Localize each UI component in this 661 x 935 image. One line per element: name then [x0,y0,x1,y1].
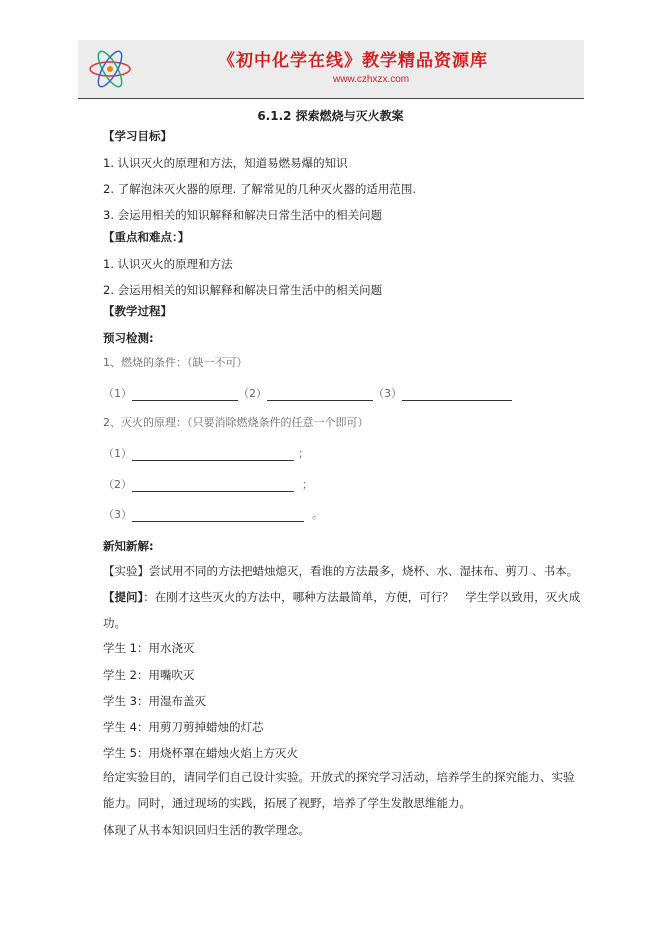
blank-end-mark: 。 [312,508,323,521]
question-1: 1、燃烧的条件：（缺一不可） [103,356,248,369]
answer-blank[interactable] [132,511,304,522]
goal-item: 2. 了解泡沫灭火器的原理. 了解常见的几种灭火器的适用范围. [103,182,417,196]
blank-label: （1） [103,387,132,400]
goal-item: 3. 会运用相关的知识解释和解决日常生活中的相关问题 [103,208,383,222]
summary-paragraph: 给定实验目的，请同学们自己设计实验。开放式的探究学习活动，培养学生的探究能力、实验能力。同时，通过现场的实践，拓展了视野，培养了学生发散思维能力。 [103,770,575,810]
question-tag: 【提问】 [103,590,144,604]
preview-heading: 预习检测: [103,331,154,345]
answer-row [103,445,309,461]
goals-heading: 【学习目标】 [103,129,172,143]
answer-blank[interactable] [267,390,373,401]
blank-label: （2） [103,478,132,491]
page-header [78,40,584,98]
student-answer: 学生 2：用嘴吹灭 [103,668,195,682]
student-answer: 学生 1：用水浇灭 [103,641,195,655]
answer-row [103,476,313,492]
process-heading: 【教学过程】 [103,304,172,318]
blank-end-mark: ； [302,478,313,491]
key-point-item: 1. 认识灭火的原理和方法 [103,257,233,271]
document-title: 6.1.2 探索燃烧与灭火教案 [257,109,404,123]
student-answer: 学生 5：用烧杯罩在蜡烛火焰上方灭火 [103,746,298,760]
question-2: 2、灭火的原理：（只要消除燃烧条件的任意一个即可） [103,416,369,429]
answer-row-1 [103,385,512,401]
student-answer: 学生 3：用湿布盖灭 [103,694,206,708]
atom-logo-icon [86,48,134,90]
experiment-text: 尝试用不同的方法把蜡烛熄灭，看谁的方法最多，烧杯、水、湿抹布、剪刀 、书本。 [149,564,579,578]
answer-blank[interactable] [132,390,238,401]
blank-end-mark: ； [298,447,309,460]
goal-item: 1. 认识灭火的原理和方法，知道易燃易爆的知识 [103,156,348,170]
header-divider [78,98,584,99]
answer-blank[interactable] [402,390,512,401]
closing-line: 体现了从书本知识回归生活的教学理念。 [103,823,310,837]
blank-label: （1） [103,447,132,460]
new-knowledge-heading: 新知新解: [103,539,154,553]
blank-label: （3） [103,508,132,521]
blank-label: （3） [373,387,402,400]
answer-row [103,506,323,522]
student-answer: 学生 4：用剪刀剪掉蜡烛的灯芯 [103,720,264,734]
answer-blank[interactable] [132,481,294,492]
question-paragraph [103,584,583,636]
blank-label: （2） [238,387,267,400]
answer-blank[interactable] [132,450,294,461]
site-url: www.czhxzx.com [333,74,410,85]
key-points-heading: 【重点和难点：】 [103,230,190,244]
experiment-tag: 【实验】 [103,564,149,578]
key-point-item: 2. 会运用相关的知识解释和解决日常生活中的相关问题 [103,283,383,297]
experiment-paragraph [103,558,583,584]
question-text: ：在刚才这些灭火的方法中，哪种方法最简单，方便，可行？ 学生学以致用，灭火成功。 [103,590,581,630]
site-title: 《初中化学在线》教学精品资源库 [218,51,488,71]
